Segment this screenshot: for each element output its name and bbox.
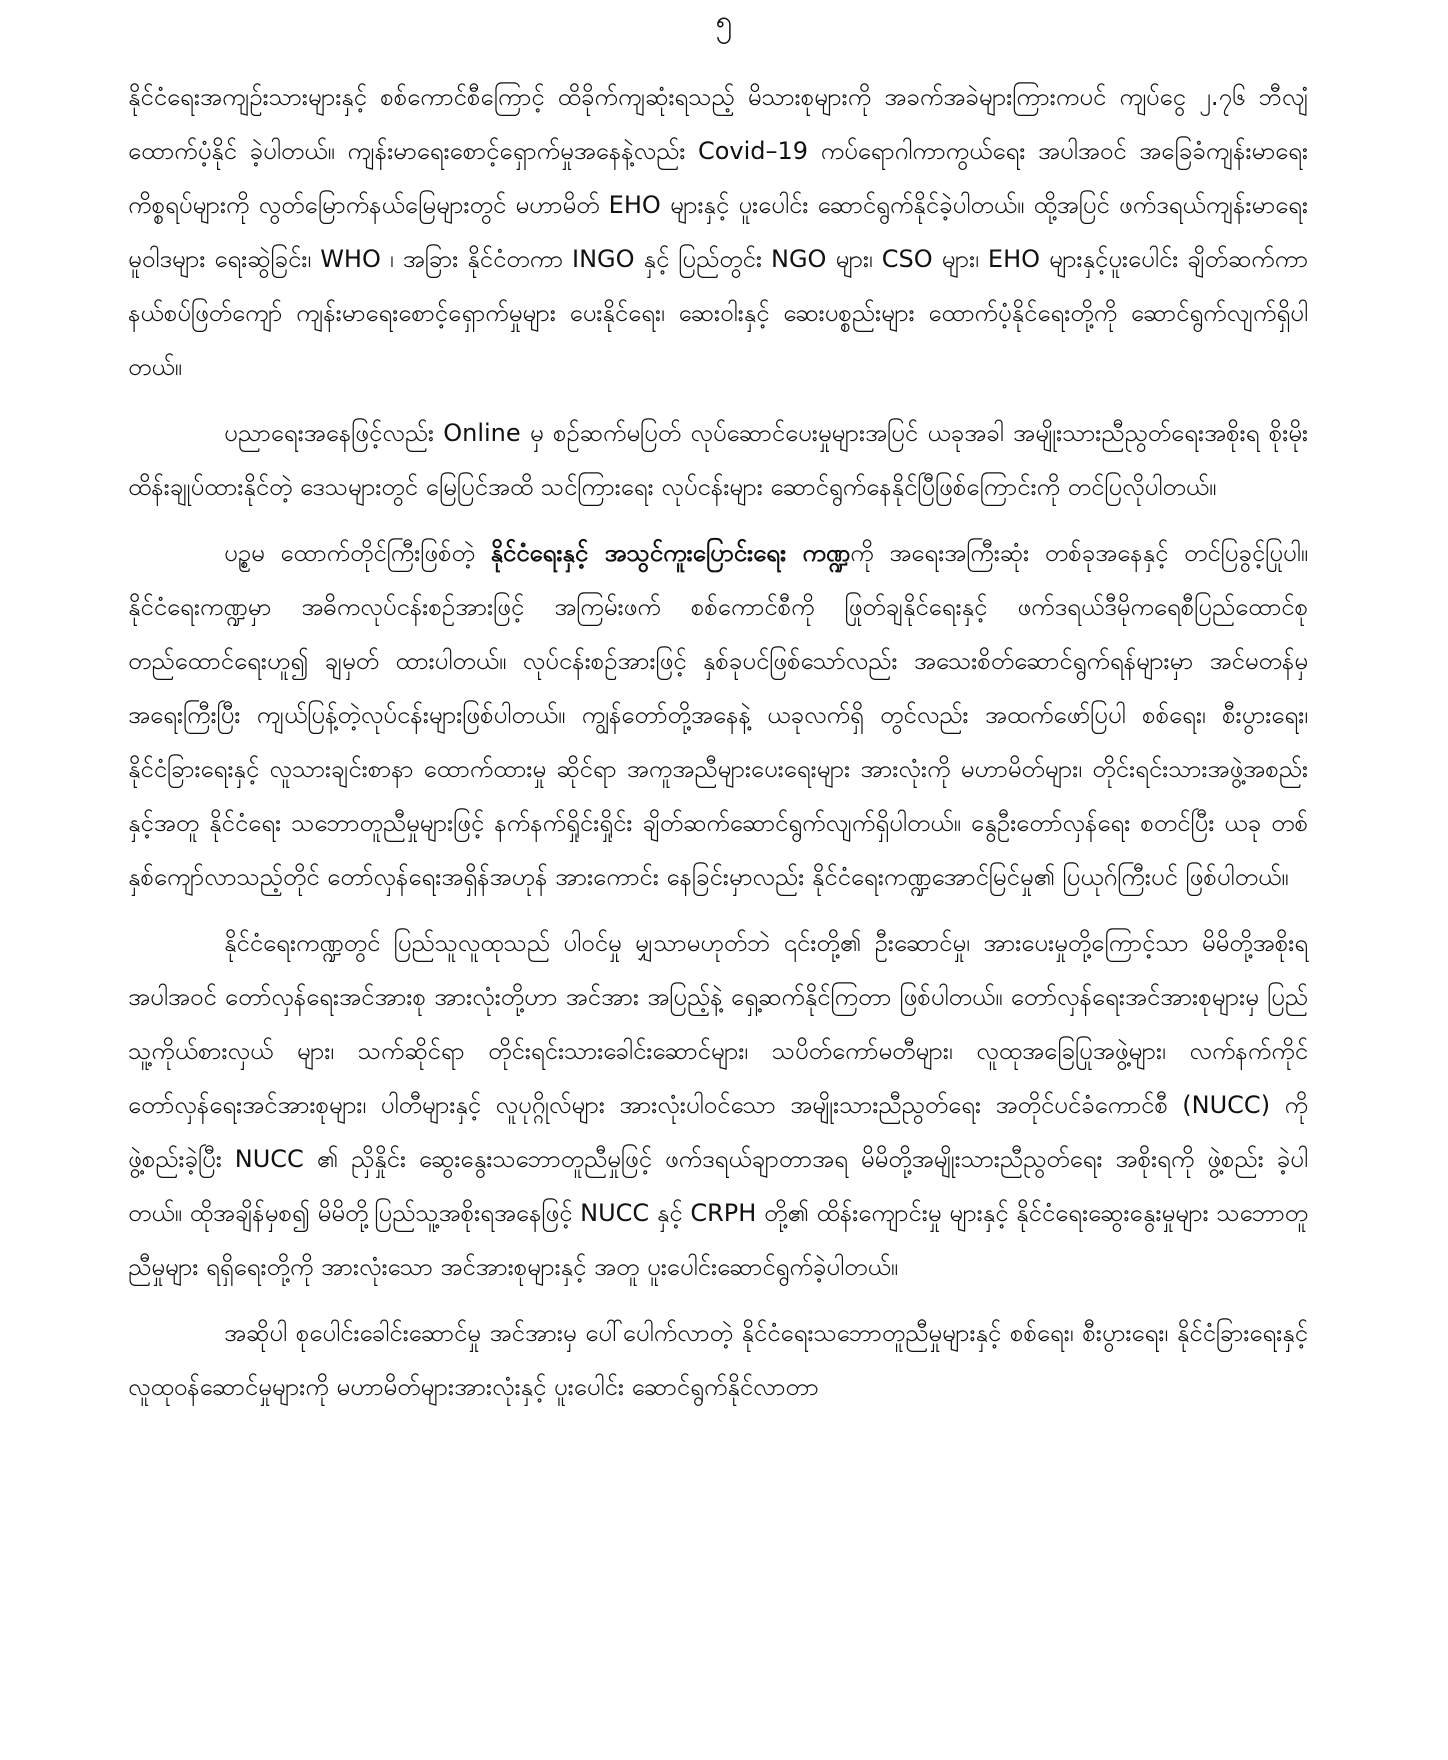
- paragraph-political-pillar-body: ကို အရေးအကြီးဆုံး တစ်ခုအနေနှင့် တင်ပြခွင့်ပြုပါ။ နိုင်ငံရေးကဏ္ဍမှာ အဓိကလုပ်ငန်းစဉ်အားဖြင့် အကြမ်းဖက် စစ်ကောင်စီကို ဖြုတ်ချနိုင်ရေးနှင့် ဖက်ဒရယ်ဒီမိုကရေစီပြည်ထောင်စု တည်ထောင်ရေးဟူ၍ ချမှတ် ထားပါတယ်။ လုပ်ငန်းစဉ်အားဖြင့် နှစ်ခုပင်ဖြစ်သော်လည်း အသေးစိတ်ဆောင်ရွက်ရန်များမှာ အင်မတန်မှ အရေးကြီးပြီး ကျယ်ပြန့်တဲ့လုပ်ငန်းများဖြစ်ပါတယ်။ ကျွန်တော်တို့အနေနဲ့ ယခုလက်ရှိ တွင်လည်း အထက်ဖော်ပြပါ စစ်ရေး၊ စီးပွားရေး၊ နိုင်ငံခြားရေးနှင့် လူသားချင်းစာနာ ထောက်ထားမှု ဆိုင်ရာ အကူအညီများပေးရေးများ အားလုံးကို မဟာမိတ်များ၊ တိုင်းရင်းသားအဖွဲ့အစည်းနှင့်အတူ နိုင်ငံရေး သဘောတူညီမှုများဖြင့် နက်နက်ရှိုင်းရှိုင်း ချိတ်ဆက်ဆောင်ရွက်လျက်ရှိပါတယ်။ နွေဦးတော်လှန်ရေး စတင်ပြီး ယခု တစ်နှစ်ကျော်လာသည့်တိုင် တော်လှန်ရေးအရှိန်အဟုန် အားကောင်း နေခြင်းမှာလည်း နိုင်ငံရေးကဏ္ဍအောင်မြင်မှု၏ ပြယုဂ်ကြီးပင် ဖြစ်ပါတယ်။: [128, 539, 1309, 891]
- paragraph-political-pillar: [128, 526, 1308, 904]
- political-transition-sector-heading: နိုင်ငံရေးနှင့် အသွင်ကူးပြောင်းရေး ကဏ္ဍ: [490, 539, 851, 567]
- paragraph-nucc: နိုင်ငံရေးကဏ္ဍတွင် ပြည်သူလူထုသည် ပါဝင်မှု မျှသာမဟုတ်ဘဲ ၎င်းတို့၏ ဦးဆောင်မှု၊ အားပေးမှုတို့ကြောင့်သာ မိမိတို့အစိုးရ အပါအဝင် တော်လှန်ရေးအင်အားစု အားလုံးတို့ဟာ အင်အား အပြည့်နဲ့ ရှေ့ဆက်နိုင်ကြတာ ဖြစ်ပါတယ်။ တော်လှန်ရေးအင်အားစုများမှ ပြည်သူ့ကိုယ်စားလှယ် များ၊ သက်ဆိုင်ရာ တိုင်းရင်းသားခေါင်းဆောင်များ၊ သပိတ်ကော်မတီများ၊ လူထုအခြေပြုအဖွဲ့များ၊ လက်နက်ကိုင် တော်လှန်ရေးအင်အားစုများ၊ ပါတီများနှင့် လူပုဂ္ဂိုလ်များ အားလုံးပါဝင်သော အမျိုးသားညီညွတ်ရေး အတိုင်ပင်ခံကောင်စီ (NUCC) ကို ဖွဲ့စည်းခဲ့ပြီး NUCC ၏ ညှိနှိုင်း ဆွေးနွေးသဘောတူညီမှုဖြင့် ဖက်ဒရယ်ချာတာအရ မိမိတို့အမျိုးသားညီညွတ်ရေး အစိုးရကို ဖွဲ့စည်း ခဲ့ပါတယ်။ ထိုအချိန်မှစ၍ မိမိတို့ပြည်သူ့အစိုးရအနေဖြင့် NUCC နှင့် CRPH တို့၏ ထိန်းကျောင်းမှု များနှင့် နိုင်ငံရေးဆွေးနွေးမှုများ သဘောတူညီမှုများ ရရှိရေးတို့ကို အားလုံးသော အင်အားစုများနှင့် အတူ ပူးပေါင်းဆောင်ရွက်ခဲ့ပါတယ်။: [128, 929, 1308, 1281]
- paragraph-health-support: နိုင်ငံရေးအကျဥ်းသားများနှင့် စစ်ကောင်စီကြောင့် ထိခိုက်ကျဆုံးရသည့် မိသားစုများကို အခက်အခဲများကြားကပင် ကျပ်ငွေ ၂.၇၆ ဘီလျံ ထောက်ပံ့နိုင် ခဲ့ပါတယ်။ ကျန်းမာရေးစောင့်ရှောက်မှုအနေနဲ့လည်း Covid–19 ကပ်ရောဂါကာကွယ်ရေး အပါအဝင် အခြေခံကျန်းမာရေးကိစ္စရပ်များကို လွတ်မြောက်နယ်မြေများတွင် မဟာမိတ် EHO များနှင့် ပူးပေါင်း ဆောင်ရွက်နိုင်ခဲ့ပါတယ်။ ထို့အပြင် ဖက်ဒရယ်ကျန်းမာရေး မူဝါဒများ ရေးဆွဲခြင်း၊ WHO ၊ အခြား နိုင်ငံတကာ INGO နှင့် ပြည်တွင်း NGO များ၊ CSO များ၊ EHO များနှင့်ပူးပေါင်း ချိတ်ဆက်ကာ နယ်စပ်ဖြတ်ကျော် ကျန်းမာရေးစောင့်ရှောက်မှုများ ပေးနိုင်ရေး၊ ဆေးဝါးနှင့် ဆေးပစ္စည်းများ ထောက်ပံ့နိုင်ရေးတို့ကို ဆောင်ရွက်လျက်ရှိပါတယ်။: [128, 83, 1308, 381]
- paragraph-collective-leadership: အဆိုပါ စုပေါင်းခေါင်းဆောင်မှု အင်အားမှ ပေါ်ပေါက်လာတဲ့ နိုင်ငံရေးသဘောတူညီမှုများနှင့် စစ်ရေး၊ စီးပွားရေး၊ နိုင်ငံခြားရေးနှင့် လူထုဝန်ဆောင်မှုများကို မဟာမိတ်များအားလုံးနှင့် ပူးပေါင်း ဆောင်ရွက်နိုင်လာတာ: [128, 1319, 1308, 1401]
- page-number: ၅: [715, 4, 733, 39]
- paragraph-political-pillar-lead: ပဥ္စမ ထောက်တိုင်ကြီးဖြစ်တဲ့: [224, 539, 491, 567]
- paragraph-education: ပညာရေးအနေဖြင့်လည်း Online မှ စဉ်ဆက်မပြတ် လုပ်ဆောင်ပေးမှုများအပြင် ယခုအခါ အမျိုးသားညီညွတ်ရေးအစိုးရ စိုးမိုးထိန်းချုပ်ထားနိုင်တဲ့ ဒေသများတွင် မြေပြင်အထိ သင်ကြားရေး လုပ်ငန်းများ ဆောင်ရွက်နေနိုင်ပြီဖြစ်ကြောင်းကို တင်ပြလိုပါတယ်။: [128, 419, 1308, 501]
- document-body: [128, 70, 1308, 1414]
